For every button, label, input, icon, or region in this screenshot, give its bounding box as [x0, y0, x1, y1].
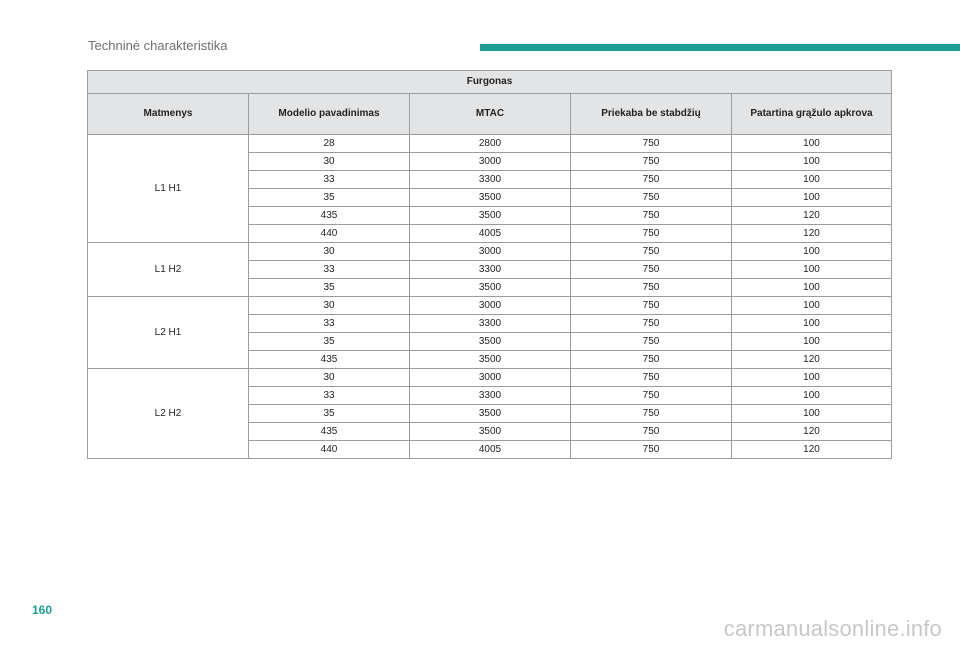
table-cell: 3300 — [410, 315, 571, 333]
table-cell: 120 — [732, 351, 892, 369]
table-body — [88, 135, 892, 459]
table-cell: 100 — [732, 135, 892, 153]
table-cell: 3000 — [410, 369, 571, 387]
table-header-row — [88, 94, 892, 135]
dimension-group-label: L1 H2 — [88, 243, 249, 297]
column-header: Patartina grąžulo apkrova — [732, 94, 892, 135]
table-cell: 3000 — [410, 297, 571, 315]
table-cell: 35 — [249, 405, 410, 423]
table-row — [88, 135, 892, 153]
table-cell: 100 — [732, 369, 892, 387]
table-cell: 750 — [571, 315, 732, 333]
table-cell: 120 — [732, 207, 892, 225]
table-cell: 3500 — [410, 423, 571, 441]
table-cell: 33 — [249, 171, 410, 189]
table-cell: 3300 — [410, 261, 571, 279]
table-cell: 33 — [249, 261, 410, 279]
table-cell: 35 — [249, 333, 410, 351]
table-cell: 750 — [571, 225, 732, 243]
table-cell: 435 — [249, 423, 410, 441]
table-cell: 435 — [249, 351, 410, 369]
table-cell: 750 — [571, 333, 732, 351]
column-header: Priekaba be stabdžių — [571, 94, 732, 135]
table-cell: 100 — [732, 189, 892, 207]
table-cell: 100 — [732, 387, 892, 405]
table-cell: 3500 — [410, 351, 571, 369]
specifications-table — [87, 70, 892, 459]
table-row — [88, 243, 892, 261]
table-cell: 750 — [571, 351, 732, 369]
table-cell: 3500 — [410, 333, 571, 351]
dimension-group-label: L2 H1 — [88, 297, 249, 369]
table-cell: 35 — [249, 279, 410, 297]
header-accent-bar — [480, 44, 960, 51]
table-cell: 120 — [732, 423, 892, 441]
watermark: carmanualsonline.info — [723, 616, 942, 641]
table-cell: 750 — [571, 423, 732, 441]
table-cell: 30 — [249, 297, 410, 315]
table-cell: 100 — [732, 243, 892, 261]
table-cell: 100 — [732, 279, 892, 297]
table-cell: 750 — [571, 207, 732, 225]
dimension-group-label: L2 H2 — [88, 369, 249, 459]
section-title: Techninė charakteristika — [88, 38, 228, 53]
table-cell: 33 — [249, 387, 410, 405]
page-number: 160 — [32, 603, 53, 617]
table-cell: 4005 — [410, 441, 571, 459]
table-cell: 30 — [249, 243, 410, 261]
table-cell: 3000 — [410, 243, 571, 261]
table-row — [88, 297, 892, 315]
table-cell: 750 — [571, 153, 732, 171]
table-cell: 750 — [571, 135, 732, 153]
table-cell: 750 — [571, 243, 732, 261]
table-cell: 2800 — [410, 135, 571, 153]
table-cell: 100 — [732, 261, 892, 279]
table-cell: 750 — [571, 405, 732, 423]
table-cell: 435 — [249, 207, 410, 225]
table-title-row — [88, 71, 892, 94]
table-cell: 750 — [571, 387, 732, 405]
table-cell: 3500 — [410, 279, 571, 297]
table-cell: 30 — [249, 153, 410, 171]
table-cell: 440 — [249, 441, 410, 459]
table-cell: 120 — [732, 225, 892, 243]
table-title: Furgonas — [88, 71, 892, 94]
column-header: Modelio pavadinimas — [249, 94, 410, 135]
table-cell: 3000 — [410, 153, 571, 171]
table-cell: 100 — [732, 297, 892, 315]
table-cell: 750 — [571, 279, 732, 297]
dimension-group-label: L1 H1 — [88, 135, 249, 243]
table-cell: 750 — [571, 261, 732, 279]
table-cell: 750 — [571, 171, 732, 189]
table-cell: 100 — [732, 315, 892, 333]
table-cell: 4005 — [410, 225, 571, 243]
table-cell: 750 — [571, 189, 732, 207]
table-cell: 100 — [732, 153, 892, 171]
table-cell: 120 — [732, 441, 892, 459]
table-cell: 30 — [249, 369, 410, 387]
table-cell: 3500 — [410, 189, 571, 207]
column-header: Matmenys — [88, 94, 249, 135]
table-cell: 3500 — [410, 405, 571, 423]
table-cell: 100 — [732, 333, 892, 351]
table-cell: 3300 — [410, 387, 571, 405]
table-cell: 100 — [732, 171, 892, 189]
table-cell: 750 — [571, 369, 732, 387]
table-cell: 750 — [571, 297, 732, 315]
table-cell: 28 — [249, 135, 410, 153]
table-cell: 3500 — [410, 207, 571, 225]
table-cell: 35 — [249, 189, 410, 207]
table-cell: 750 — [571, 441, 732, 459]
column-header: MTAC — [410, 94, 571, 135]
table-cell: 440 — [249, 225, 410, 243]
table-cell: 100 — [732, 405, 892, 423]
table-row — [88, 369, 892, 387]
table-cell: 33 — [249, 315, 410, 333]
table-cell: 3300 — [410, 171, 571, 189]
